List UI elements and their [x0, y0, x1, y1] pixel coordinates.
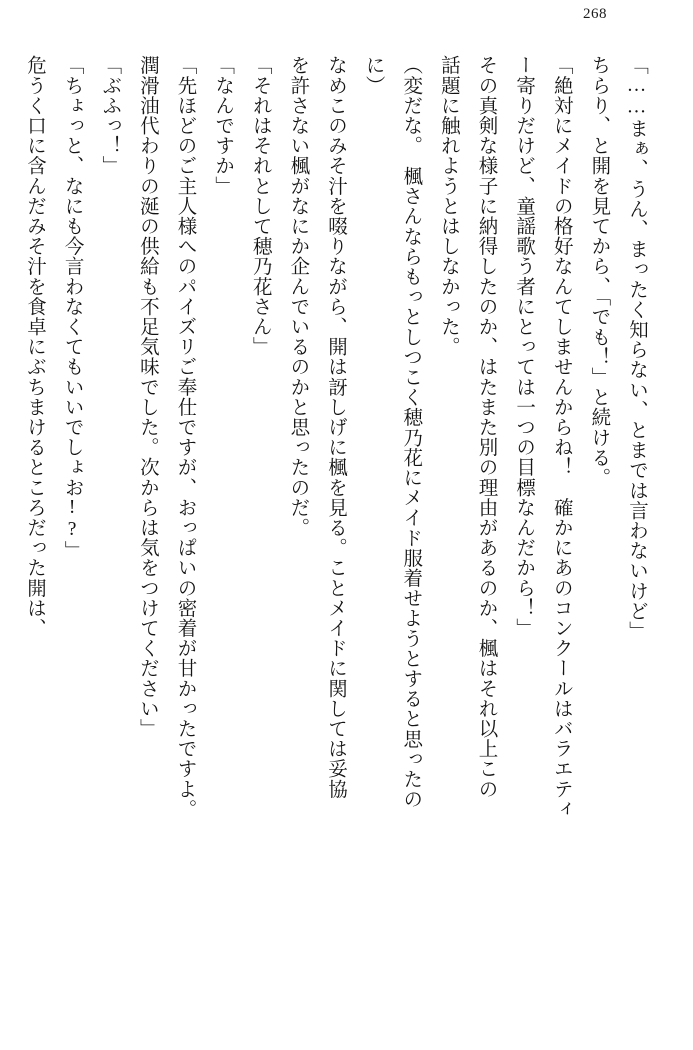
page-number: 268: [583, 6, 607, 22]
paragraph: 「先ほどのご主人様へのパイズリご奉仕ですが、おっぱいの密着が甘かったですよ。: [174, 55, 196, 819]
paragraph: 「なんですか」: [212, 55, 234, 196]
paragraph: 「絶対にメイドの格好なんてしませんからね！ 確かにあのコンクールはバラエティ: [550, 55, 572, 819]
paragraph: なめこのみそ汁を啜りながら、開は訝しげに楓を見る。ことメイドに関しては妥協: [325, 55, 346, 799]
paragraph: （変だな。 楓さんならもっとしつこく穂乃花にメイド服着せようとすると思ったの: [400, 55, 422, 810]
paragraph: その真剣な様子に納得したのか、はたまた別の理由があるのか、楓はそれ以上この: [475, 55, 497, 799]
paragraph: 「それはそれとして穂乃花さん」: [249, 55, 271, 357]
paragraph: ー寄りだけど、童謡歌う者にとっては一つの目標なんだから！」: [513, 55, 535, 638]
paragraph: 「ぶふっ！」: [99, 55, 121, 176]
paragraph: を許さない楓がなにか企んでいるのかと思ったのだ。: [287, 55, 309, 538]
paragraph: 危うく口に含んだみそ汁を食卓にぶちまけるところだった開は、: [24, 55, 45, 638]
paragraph: ちらり、と開を見てから、「でも！」と続ける。: [588, 55, 610, 488]
paragraph: 「ちょっと、なにも今言わなくてもいいでしょお!?」: [61, 55, 83, 561]
paragraph: 話題に触れようとはしなかった。: [437, 55, 459, 357]
paragraph: に）: [362, 55, 384, 96]
vertical-text-body: [24, 55, 655, 1010]
paragraph: 潤滑油代わりの涎の供給も不足気味でした。次からは気をつけてください」: [136, 55, 158, 739]
paragraph: 「……まぁ、うん、まったく知らない、とまでは言わないけど」: [626, 55, 647, 641]
